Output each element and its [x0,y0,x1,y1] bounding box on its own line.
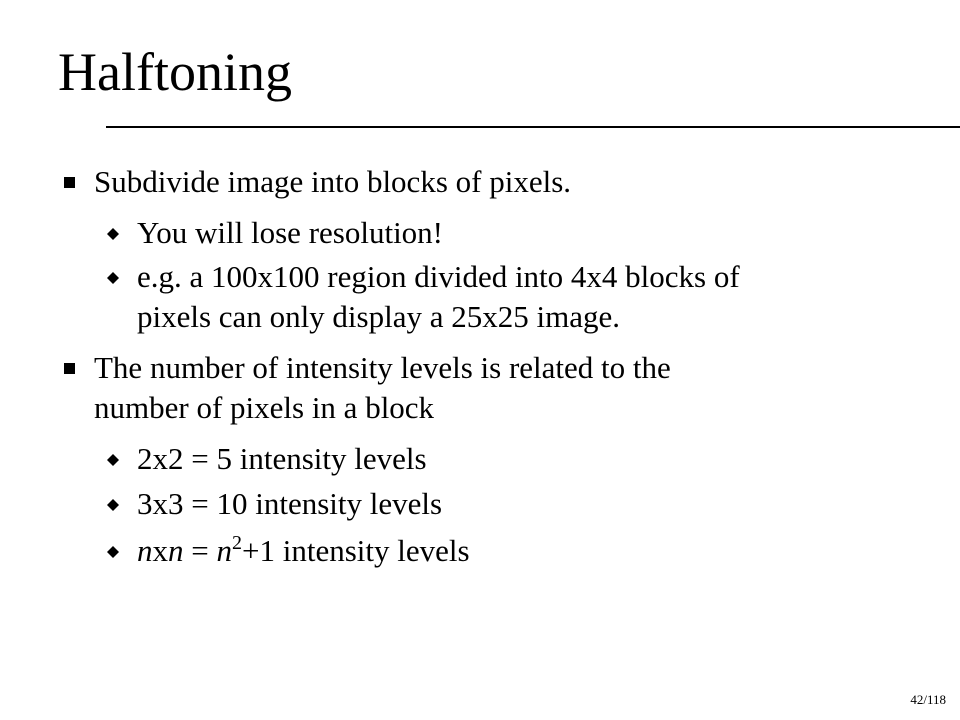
bullet-intensity-line2: number of pixels in a block [94,390,435,425]
diamond-bullet-icon [107,228,119,240]
diamond-bullet-icon [107,272,119,284]
formula-x: x [152,533,168,568]
square-bullet-icon [64,363,75,374]
diamond-bullet-icon [107,546,119,558]
diamond-bullet-icon [107,499,119,511]
formula-exponent: 2 [231,532,242,554]
bullet-2x2: 2x2 = 5 intensity levels [137,441,427,476]
formula-n: n [216,533,232,568]
bullet-nxn-formula [137,531,917,575]
bullet-lose-resolution: You will lose resolution! [137,215,444,250]
bullet-subdivide: Subdivide image into blocks of pixels. [94,164,572,199]
formula-rest: +1 intensity levels [241,533,470,568]
bullet-3x3: 3x3 = 10 intensity levels [137,486,443,521]
square-bullet-icon [64,177,75,188]
bullet-example-line1: e.g. a 100x100 region divided into 4x4 blocks of [137,259,740,294]
formula-n: n [168,533,184,568]
slide-title: Halftoning [58,42,292,102]
page-number: 42/118 [910,692,946,707]
formula-equals: = [183,533,217,568]
diamond-bullet-icon [107,454,119,466]
bullet-intensity-line1: The number of intensity levels is related to the [94,350,671,385]
bullet-example-line2: pixels can only display a 25x25 image. [137,299,620,334]
formula-n: n [137,533,153,568]
